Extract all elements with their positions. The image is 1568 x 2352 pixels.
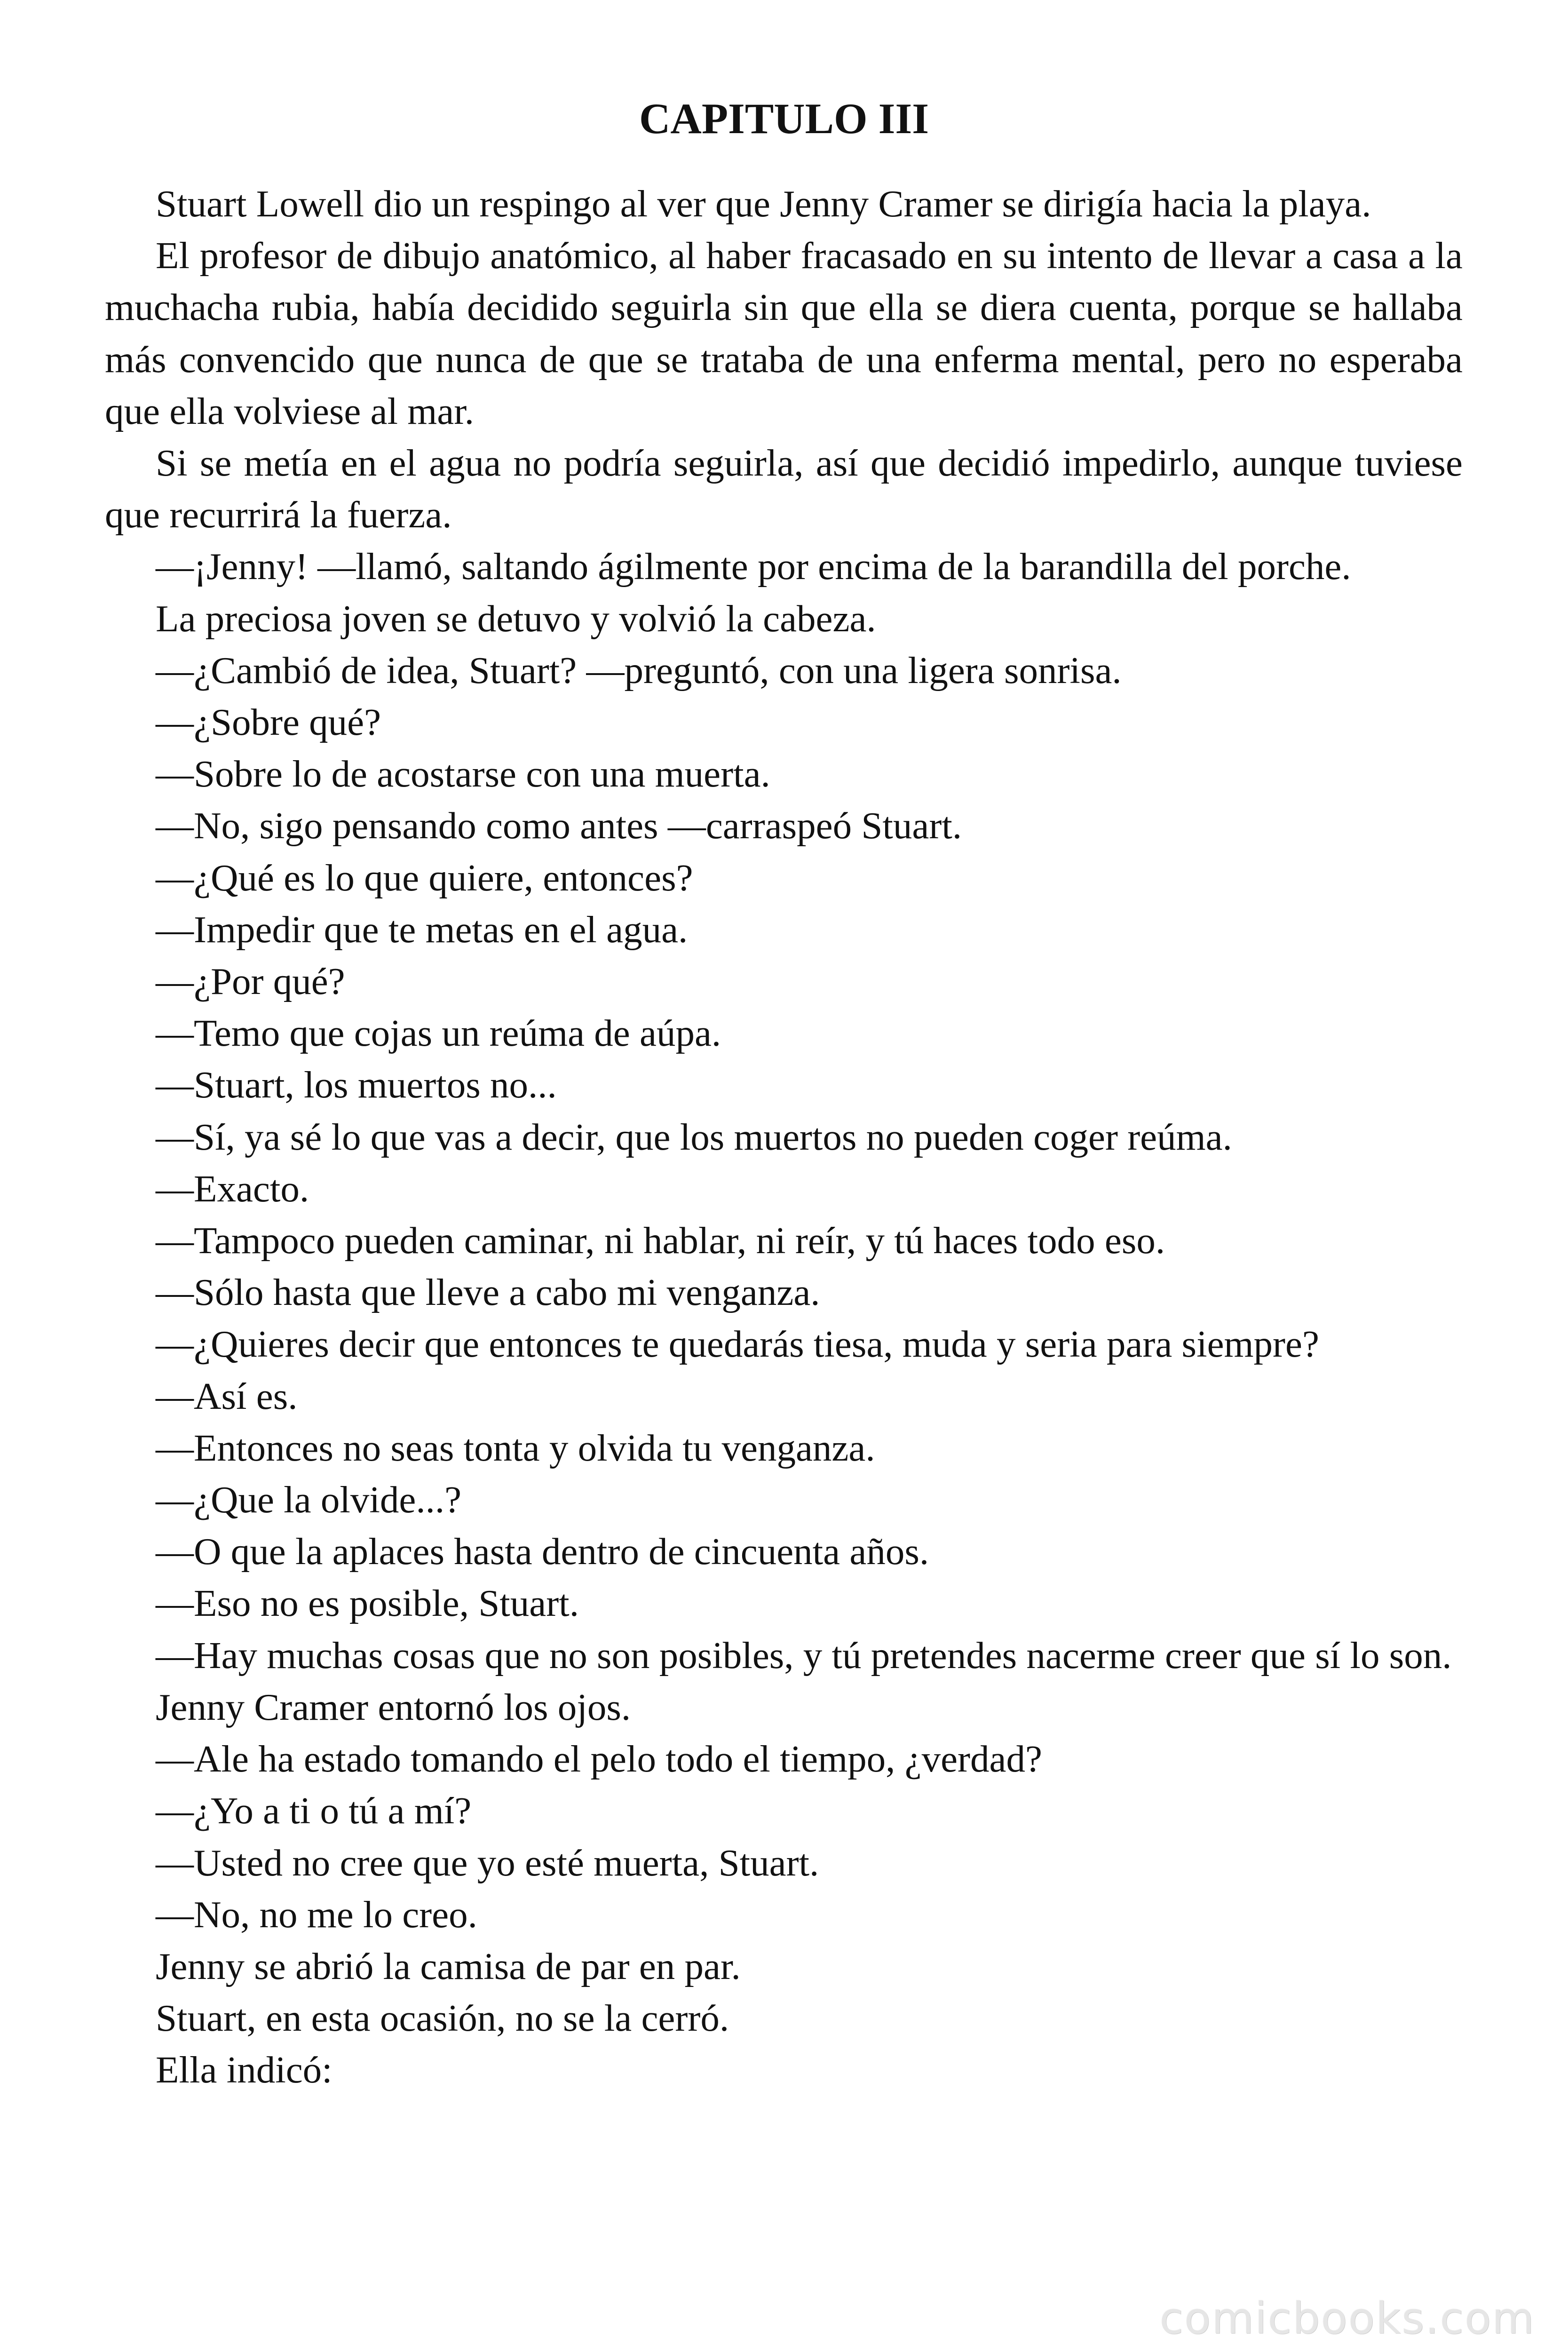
paragraph: Stuart, en esta ocasión, no se la cerró. — [156, 1997, 729, 2040]
paragraph: —Así es. — [156, 1375, 298, 1417]
paragraph: —Usted no cree que yo esté muerta, Stuart. — [156, 1841, 819, 1884]
paragraph: —Hay muchas cosas que no son posibles, y tú pretendes nacerme creer que sí lo son. — [156, 1634, 1452, 1677]
paragraph: Jenny Cramer entornó los ojos. — [156, 1685, 631, 1728]
paragraph: —¿Quieres decir que entonces te quedarás tiesa, muda y seria para siempre? — [156, 1323, 1319, 1366]
paragraph: —¿Por qué? — [156, 960, 345, 1003]
paragraph: —Tampoco pueden caminar, ni hablar, ni reír, y tú haces todo eso. — [156, 1219, 1165, 1262]
paragraph: —Sólo hasta que lleve a cabo mi venganza. — [156, 1271, 820, 1314]
paragraph: —Impedir que te metas en el agua. — [156, 908, 688, 951]
paragraph: —¡Jenny! —llamó, saltando ágilmente por encima de la barandilla del porche. — [156, 545, 1351, 588]
paragraph: Si se metía en el agua no podría seguirla, así que decidió impedirlo, aunque tuviese que recurrirá la fuerza. — [105, 442, 1463, 536]
paragraph: —¿Sobre qué? — [156, 701, 381, 744]
paragraph: —Ale ha estado tomando el pelo todo el tiempo, ¿verdad? — [156, 1738, 1042, 1780]
paragraph: —¿Cambió de idea, Stuart? —preguntó, con una ligera sonrisa. — [156, 649, 1122, 691]
paragraph: —Stuart, los muertos no... — [156, 1064, 557, 1106]
paragraph: —Temo que cojas un reúma de aúpa. — [156, 1012, 721, 1055]
paragraph: La preciosa joven se detuvo y volvió la cabeza. — [156, 597, 876, 640]
paragraph: —Sobre lo de acostarse con una muerta. — [156, 753, 770, 795]
chapter-title: CAPITULO III — [639, 94, 929, 143]
paragraph: —No, sigo pensando como antes —carraspeó Stuart. — [156, 804, 962, 847]
paragraph: Jenny se abrió la camisa de par en par. — [156, 1945, 741, 1987]
watermark: comicbooks.com — [1159, 2293, 1535, 2344]
paragraph: —Eso no es posible, Stuart. — [156, 1582, 579, 1625]
paragraph: El profesor de dibujo anatómico, al haber fracasado en su intento de llevar a casa a la muchacha rubia, había decidido seguirla sin que ella se diera cuenta, porque se hallaba más convencido que nunca de que se trataba de una enferma mental, pero no esperaba que ella volviese al mar. — [105, 234, 1463, 432]
paragraph: —¿Que la olvide...? — [156, 1478, 462, 1521]
body-text — [105, 178, 1463, 2096]
paragraph: —Sí, ya sé lo que vas a decir, que los muertos no pueden coger reúma. — [156, 1115, 1232, 1158]
paragraph: —¿Qué es lo que quiere, entonces? — [156, 856, 693, 899]
paragraph: —O que la aplaces hasta dentro de cincuenta años. — [156, 1530, 929, 1573]
paragraph: —No, no me lo creo. — [156, 1893, 477, 1936]
paragraph: —Entonces no seas tonta y olvida tu venganza. — [156, 1426, 875, 1469]
paragraph: Stuart Lowell dio un respingo al ver que Jenny Cramer se dirigía hacia la playa. — [156, 183, 1371, 225]
paragraph: —Exacto. — [156, 1167, 309, 1210]
paragraph: —¿Yo a ti o tú a mí? — [156, 1789, 472, 1832]
paragraph: Ella indicó: — [156, 2049, 333, 2091]
